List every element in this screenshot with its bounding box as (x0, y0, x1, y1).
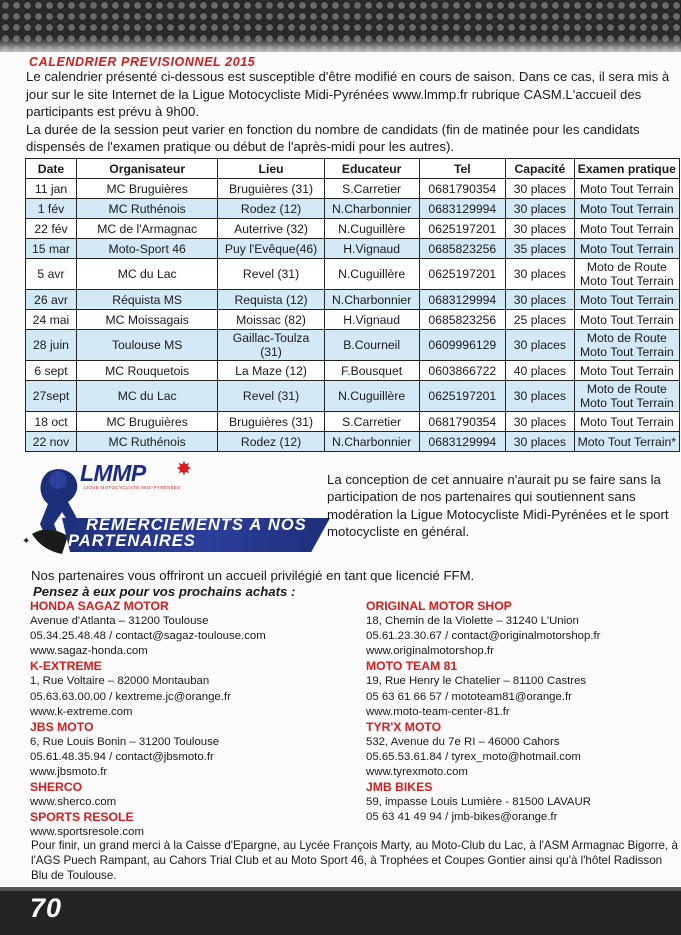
table-row (26, 239, 680, 259)
cell-examen (574, 259, 679, 290)
cell-capacite: 30 places (506, 432, 575, 452)
examen-line-1: Moto Tout Terrain (579, 292, 674, 307)
cell-educateur: H.Vignaud (324, 310, 419, 330)
cell-capacite: 30 places (506, 179, 575, 199)
partner-detail-line: 59, impasse Louis Lumière - 81500 LAVAUR (366, 796, 591, 809)
partner-detail-line: 6, Rue Louis Bonin – 31200 Toulouse (30, 735, 220, 748)
cell-organisateur: MC du Lac (76, 259, 217, 290)
col-header-tel: Tel (419, 159, 506, 179)
banner-line-1: REMERCIEMENTS À NOS (86, 516, 307, 534)
cell-educateur: S.Carretier (324, 179, 419, 199)
offer-text: Nos partenaires vous offriront un accueil privilégié en tant que licencié FFM. (31, 568, 475, 583)
cell-date: 24 mai (26, 310, 77, 330)
partner-name: MOTO TEAM 81 (366, 659, 458, 674)
think-heading: Pensez à eux pour vos prochains achats : (33, 584, 296, 599)
calendar-header-row (26, 159, 680, 179)
cell-educateur: N.Charbonnier (324, 199, 419, 219)
cell-educateur: N.Cuguillère (324, 219, 419, 239)
cell-tel: 0681790354 (419, 412, 506, 432)
table-row (26, 310, 680, 330)
cell-organisateur: MC Rouquetois (76, 361, 217, 381)
partner-detail-line: www.originalmotorshop.fr (366, 645, 494, 658)
cell-capacite: 30 places (506, 381, 575, 412)
cell-examen (574, 310, 679, 330)
table-row (26, 330, 680, 361)
cell-educateur: H.Vignaud (324, 239, 419, 259)
table-row (26, 219, 680, 239)
cell-tel: 0685823256 (419, 239, 506, 259)
cell-organisateur: MC Bruguières (76, 179, 217, 199)
cell-tel: 0683129994 (419, 290, 506, 310)
table-row (26, 259, 680, 290)
cell-tel: 0603866722 (419, 361, 506, 381)
examen-line-1: Moto Tout Terrain (579, 201, 674, 216)
partner-detail-line: www.sagaz-honda.com (30, 645, 148, 658)
cell-lieu: Moissac (82) (218, 310, 324, 330)
cell-organisateur: Réquista MS (76, 290, 217, 310)
table-row (26, 361, 680, 381)
cell-capacite: 30 places (506, 290, 575, 310)
cell-tel: 0683129994 (419, 199, 506, 219)
cell-educateur: N.Charbonnier (324, 432, 419, 452)
table-row (26, 381, 680, 412)
cell-date: 22 fév (26, 219, 77, 239)
closing-paragraph: Pour finir, un grand merci à la Caisse d'Epargne, au Lycée François Marty, au Moto-Club du Lac, à l'ASM Armagnac Bigorre, à l'AGS Puech Rampant, au Cahors Trial Club et au Moto Sport 46, à Trophées et Coupes Gontier ainsi qu'à l'hôtel Radisson Blu de Toulouse. (31, 839, 678, 883)
partner-name: TYR'X MOTO (366, 719, 442, 734)
cell-examen (574, 432, 679, 452)
cell-examen (574, 219, 679, 239)
col-header-lieu: Lieu (218, 159, 324, 179)
table-row (26, 412, 680, 432)
examen-line-2: Moto Tout Terrain (579, 345, 674, 359)
intro-paragraph-1: Le calendrier présenté ci-dessous est susceptible d'être modifié en cours de saison. Dans ce cas, il sera mis à jour sur le site Internet de la Ligue Motocycliste Midi-Pyrénées www.lmmp.fr rubrique CASM.L'accueil des participants est prévu à 9h00. (26, 69, 670, 119)
examen-line-2: Moto Tout Terrain (579, 396, 674, 410)
cell-lieu: Puy l'Evêque(46) (218, 239, 324, 259)
page-number: 70 (30, 893, 63, 923)
cell-examen (574, 290, 679, 310)
partner-detail-line: www.sportsresole.com (30, 826, 144, 839)
partner-name: SPORTS RESOLE (30, 810, 134, 825)
header-honeycomb-band (0, 0, 681, 52)
cell-organisateur: MC Ruthénois (76, 432, 217, 452)
banner-line-2: PARTENAIRES (68, 532, 196, 550)
examen-line-1: Moto Tout Terrain* (577, 434, 677, 449)
lmmp-logo-subtitle: LIGUE MOTOCYCLISTE MIDI-PYRÉNÉES (84, 485, 181, 490)
sparkle-icon: ✦ (22, 536, 31, 547)
partner-detail-line: 05.61.48.35.94 / contact@jbsmoto.fr (30, 750, 214, 763)
col-header-examen: Examen pratique (574, 159, 679, 179)
partner-detail-line: www.jbsmoto.fr (30, 766, 108, 779)
examen-line-1: Moto Tout Terrain (579, 221, 674, 236)
cell-tel: 0625197201 (419, 219, 506, 239)
examen-line-1: Moto Tout Terrain (579, 241, 674, 256)
cell-educateur: N.Charbonnier (324, 290, 419, 310)
cell-tel: 0609996129 (419, 330, 506, 361)
cell-date: 26 avr (26, 290, 77, 310)
cell-lieu: Auterrive (32) (218, 219, 324, 239)
cell-lieu: Revel (31) (218, 381, 324, 412)
partner-name: HONDA SAGAZ MOTOR (30, 599, 169, 613)
partner-detail-line: Avenue d'Atlanta – 31200 Toulouse (30, 615, 209, 628)
examen-line-1: Moto Tout Terrain (579, 363, 674, 378)
partner-detail-line: 532, Avenue du 7e RI – 46000 Cahors (366, 735, 560, 748)
cell-organisateur: Toulouse MS (76, 330, 217, 361)
partner-detail-line: www.sherco.com (30, 796, 117, 809)
partner-name: JMB BIKES (366, 780, 433, 795)
cell-educateur: F.Bousquet (324, 361, 419, 381)
table-row (26, 179, 680, 199)
calendar-table (25, 158, 680, 452)
table-row (26, 290, 680, 310)
partner-detail-line: 19, Rue Henry le Chatelier – 81100 Castres (366, 675, 587, 688)
star-icon: ✸ (176, 459, 192, 480)
cell-capacite: 30 places (506, 219, 575, 239)
cell-capacite: 30 places (506, 412, 575, 432)
partner-detail-line: www.k-extreme.com (30, 705, 133, 718)
examen-line-2: Moto Tout Terrain (579, 274, 674, 288)
cell-tel: 0625197201 (419, 381, 506, 412)
cell-organisateur: MC du Lac (76, 381, 217, 412)
partner-detail-line: 05.34.25.48.48 / contact@sagaz-toulouse.com (30, 630, 266, 643)
cell-organisateur: MC Moissagais (76, 310, 217, 330)
cell-tel: 0683129994 (419, 432, 506, 452)
partner-detail-line: www.tyrexmoto.com (366, 766, 468, 779)
page-title: CALENDRIER PREVISIONNEL 2015 (29, 55, 256, 69)
cell-examen (574, 361, 679, 381)
intro-paragraph-2: La durée de la session peut varier en fonction du nombre de candidats (fin de matinée pour les candidats dispensés de l'examen pratique ou début de l'après-midi pour les autres). (26, 121, 640, 154)
examen-line-1: Moto Tout Terrain (579, 312, 674, 327)
cell-lieu: La Maze (12) (218, 361, 324, 381)
cell-tel: 0685823256 (419, 310, 506, 330)
cell-date: 6 sept (26, 361, 77, 381)
cell-examen (574, 179, 679, 199)
cell-examen (574, 199, 679, 219)
cell-examen (574, 330, 679, 361)
partners-right-column (366, 599, 680, 825)
cell-lieu: Bruguières (31) (218, 179, 324, 199)
thanks-paragraph: La conception de cet annuaire n'aurait pu se faire sans la participation de nos partenaires qui soutiennent sans modération la Ligue Motocycliste Midi-Pyrénées et le sport motocycliste en général. (327, 472, 669, 539)
cell-date: 22 nov (26, 432, 77, 452)
partners-left-column (30, 599, 350, 841)
cell-tel: 0681790354 (419, 179, 506, 199)
col-header-organisateur: Organisateur (76, 159, 217, 179)
partner-detail-line: 18, Chemin de la Violette – 31240 L'Union (366, 615, 579, 628)
cell-educateur: N.Cuguillère (324, 381, 419, 412)
cell-date: 1 fév (26, 199, 77, 219)
cell-organisateur: Moto-Sport 46 (76, 239, 217, 259)
examen-line-1: Moto de Route (586, 260, 667, 274)
cell-date: 27sept (26, 381, 77, 412)
examen-line-1: Moto Tout Terrain (579, 181, 674, 196)
cell-educateur: S.Carretier (324, 412, 419, 432)
partner-detail-line: 05.63.63.00.00 / kextreme.jc@orange.fr (30, 690, 231, 703)
partner-detail-line: 05 63 41 49 94 / jmb-bikes@orange.fr (366, 811, 558, 824)
partner-name: ORIGINAL MOTOR SHOP (366, 599, 512, 613)
col-header-educateur: Educateur (324, 159, 419, 179)
cell-examen (574, 412, 679, 432)
table-row (26, 199, 680, 219)
lmmp-logo (22, 458, 328, 558)
cell-lieu: Rodez (12) (218, 199, 324, 219)
cell-lieu: Gaillac-Toulza (31) (218, 330, 324, 361)
cell-organisateur: MC de l'Armagnac (76, 219, 217, 239)
cell-capacite: 30 places (506, 199, 575, 219)
cell-lieu: Revel (31) (218, 259, 324, 290)
cell-date: 5 avr (26, 259, 77, 290)
partner-detail-line: 05.61.23.30.67 / contact@originalmotorshop.fr (366, 630, 601, 643)
lmmp-logo-text: LMMP (80, 460, 146, 486)
partner-detail-line: 05.65.53.61.84 / tyrex_moto@hotmail.com (366, 750, 581, 763)
col-header-capacite: Capacité (506, 159, 575, 179)
cell-capacite: 40 places (506, 361, 575, 381)
partner-detail-line: 05 63 61 66 57 / mototeam81@orange.fr (366, 690, 572, 703)
cell-educateur: N.Cuguillère (324, 259, 419, 290)
cell-tel: 0625197201 (419, 259, 506, 290)
cell-organisateur: MC Ruthénois (76, 199, 217, 219)
partner-name: SHERCO (30, 780, 83, 795)
cell-date: 28 juin (26, 330, 77, 361)
examen-line-1: Moto de Route (586, 382, 667, 396)
cell-lieu: Bruguières (31) (218, 412, 324, 432)
cell-date: 15 mar (26, 239, 77, 259)
cell-lieu: Rodez (12) (218, 432, 324, 452)
cell-date: 18 oct (26, 412, 77, 432)
col-header-date: Date (26, 159, 77, 179)
table-row (26, 432, 680, 452)
footer-band (0, 887, 681, 935)
cell-examen (574, 239, 679, 259)
partner-name: JBS MOTO (30, 719, 94, 734)
intro-text (26, 68, 680, 156)
cell-capacite: 30 places (506, 330, 575, 361)
cell-educateur: B.Courneil (324, 330, 419, 361)
partner-name: K-EXTREME (30, 659, 102, 674)
cell-capacite: 35 places (506, 239, 575, 259)
cell-lieu: Requista (12) (218, 290, 324, 310)
cell-capacite: 25 places (506, 310, 575, 330)
cell-examen (574, 381, 679, 412)
cell-date: 11 jan (26, 179, 77, 199)
examen-line-1: Moto de Route (586, 331, 667, 345)
partner-detail-line: 1, Rue Voltaire – 82000 Montauban (30, 675, 210, 688)
cell-organisateur: MC Bruguières (76, 412, 217, 432)
cell-capacite: 30 places (506, 259, 575, 290)
partner-detail-line: www.moto-team-center-81.fr (366, 705, 510, 718)
examen-line-1: Moto Tout Terrain (579, 414, 674, 429)
calendar-body (26, 179, 680, 452)
